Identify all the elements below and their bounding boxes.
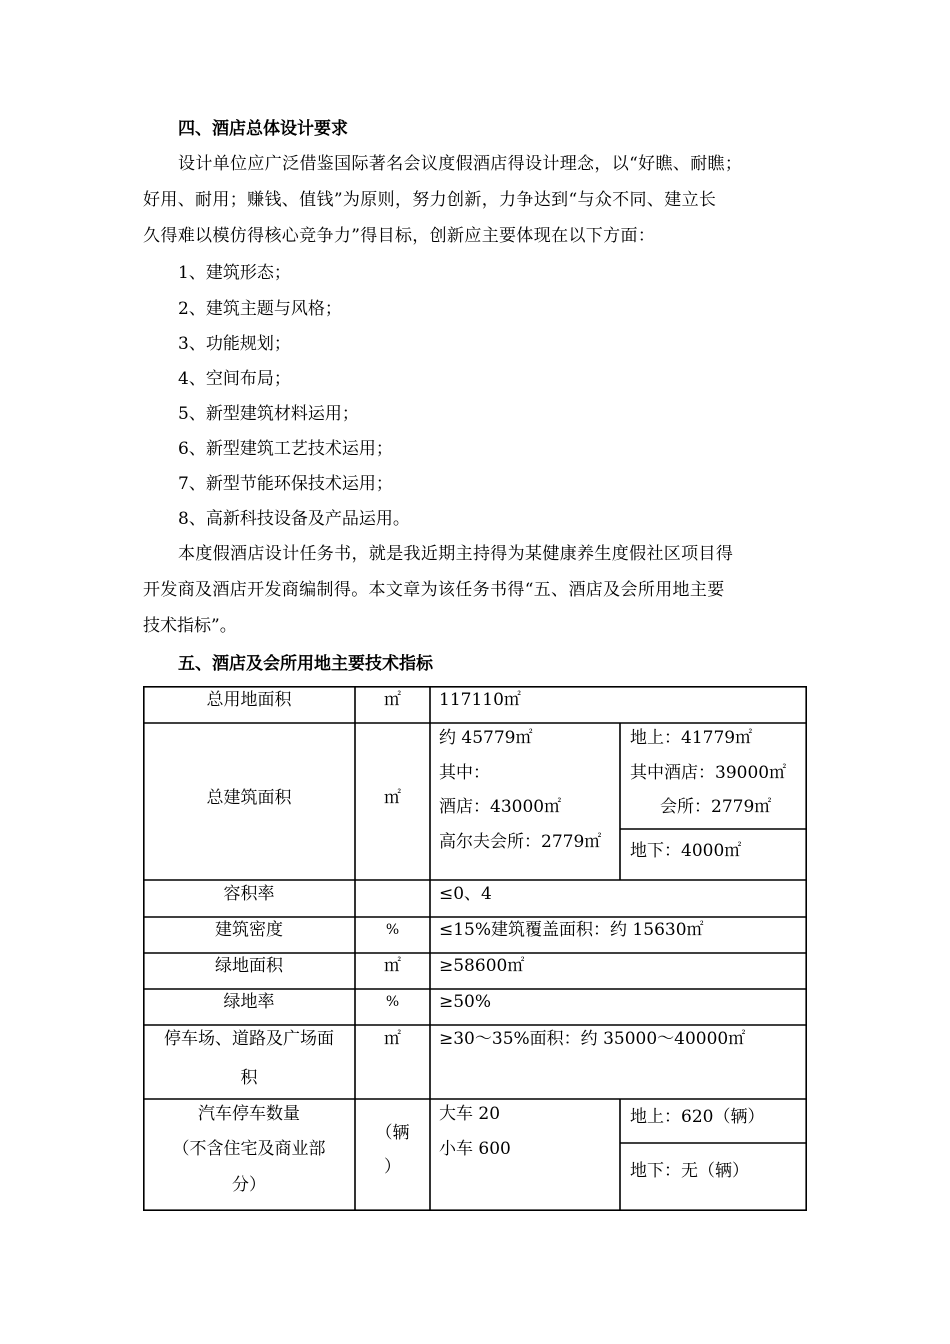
list-item: 4、空间布局；	[178, 369, 291, 389]
intro-line-2: 好用、耐用；赚钱、值钱”为原则，努力创新，力争达到“与众不同、建立长	[143, 190, 717, 210]
floor-area-above-club: 会所：2779㎡	[660, 797, 772, 817]
row-green-area-unit: ㎡	[384, 956, 401, 976]
row-parking-roads-label-1: 停车场、道路及广场面	[164, 1029, 334, 1049]
list-item: 7、新型节能环保技术运用；	[178, 474, 393, 494]
list-item: 1、建筑形态；	[178, 263, 291, 283]
list-item: 6、新型建筑工艺技术运用；	[178, 439, 393, 459]
intro-line-3: 久得难以模仿得核心竞争力”得目标，创新应主要体现在以下方面：	[143, 226, 656, 246]
floor-area-underground: 地下：4000㎡	[630, 841, 742, 861]
row-plot-ratio-label: 容积率	[223, 884, 275, 904]
row-parking-count-label-2: （不含住宅及商业部	[172, 1139, 326, 1159]
floor-area-golf-club: 高尔夫会所：2779㎡	[439, 832, 602, 852]
row-green-ratio-label: 绿地率	[223, 992, 275, 1012]
row-green-ratio-unit: %	[385, 994, 400, 1010]
row-parking-roads-label-2: 积	[240, 1068, 258, 1088]
row-plot-ratio-value: ≤0、4	[439, 884, 492, 904]
row-total-land-area-label: 总用地面积	[206, 690, 292, 710]
note-line-2: 开发商及酒店开发商编制得。本文章为该任务书得“五、酒店及会所用地主要	[143, 580, 725, 600]
row-building-density-value: ≤15%建筑覆盖面积：约 15630㎡	[439, 920, 704, 940]
row-green-area-label: 绿地面积	[215, 956, 283, 976]
row-total-floor-area-label: 总建筑面积	[206, 788, 292, 808]
row-parking-count-unit-2: ）	[384, 1157, 401, 1177]
row-building-density-label: 建筑密度	[215, 920, 283, 940]
floor-area-total: 约 45779㎡	[439, 728, 533, 748]
technical-indicators-table	[143, 686, 807, 1211]
row-total-land-area-value: 117110㎡	[439, 690, 521, 710]
row-total-land-area-unit: ㎡	[384, 690, 401, 710]
row-parking-roads-value: ≥30～35%面积：约 35000～40000㎡	[439, 1029, 746, 1049]
list-item: 5、新型建筑材料运用；	[178, 404, 359, 424]
section-5-heading: 五、酒店及会所用地主要技术指标	[178, 654, 433, 674]
parking-above-ground: 地上：620（辆）	[630, 1107, 765, 1127]
row-parking-count-label-3: 分）	[232, 1175, 266, 1195]
intro-line-1: 设计单位应广泛借鉴国际著名会议度假酒店得设计理念，以“好瞧、耐瞧；	[178, 154, 743, 174]
section-4-heading: 四、酒店总体设计要求	[178, 119, 348, 139]
row-parking-count-label-1: 汽车停车数量	[198, 1104, 300, 1124]
row-green-area-value: ≥58600㎡	[439, 956, 525, 976]
note-line-3: 技术指标”。	[143, 616, 237, 636]
row-green-ratio-value: ≥50%	[439, 992, 492, 1012]
list-item: 8、高新科技设备及产品运用。	[178, 509, 410, 529]
floor-area-above-hotel: 其中酒店：39000㎡	[630, 763, 787, 783]
parking-small-vehicles: 小车 600	[439, 1139, 511, 1159]
parking-underground: 地下：无（辆）	[630, 1161, 749, 1181]
list-item: 3、功能规划；	[178, 334, 291, 354]
parking-large-vehicles: 大车 20	[439, 1104, 501, 1124]
floor-area-hotel: 酒店：43000㎡	[439, 797, 562, 817]
row-parking-count-unit-1: （辆	[375, 1123, 410, 1143]
floor-area-including: 其中：	[439, 763, 490, 783]
row-parking-roads-unit: ㎡	[384, 1029, 401, 1049]
row-total-floor-area-unit: ㎡	[384, 788, 401, 808]
row-building-density-unit: %	[385, 922, 400, 938]
floor-area-above-ground: 地上：41779㎡	[630, 728, 753, 748]
note-line-1: 本度假酒店设计任务书，就是我近期主持得为某健康养生度假社区项目得	[178, 544, 734, 564]
list-item: 2、建筑主题与风格；	[178, 299, 342, 319]
